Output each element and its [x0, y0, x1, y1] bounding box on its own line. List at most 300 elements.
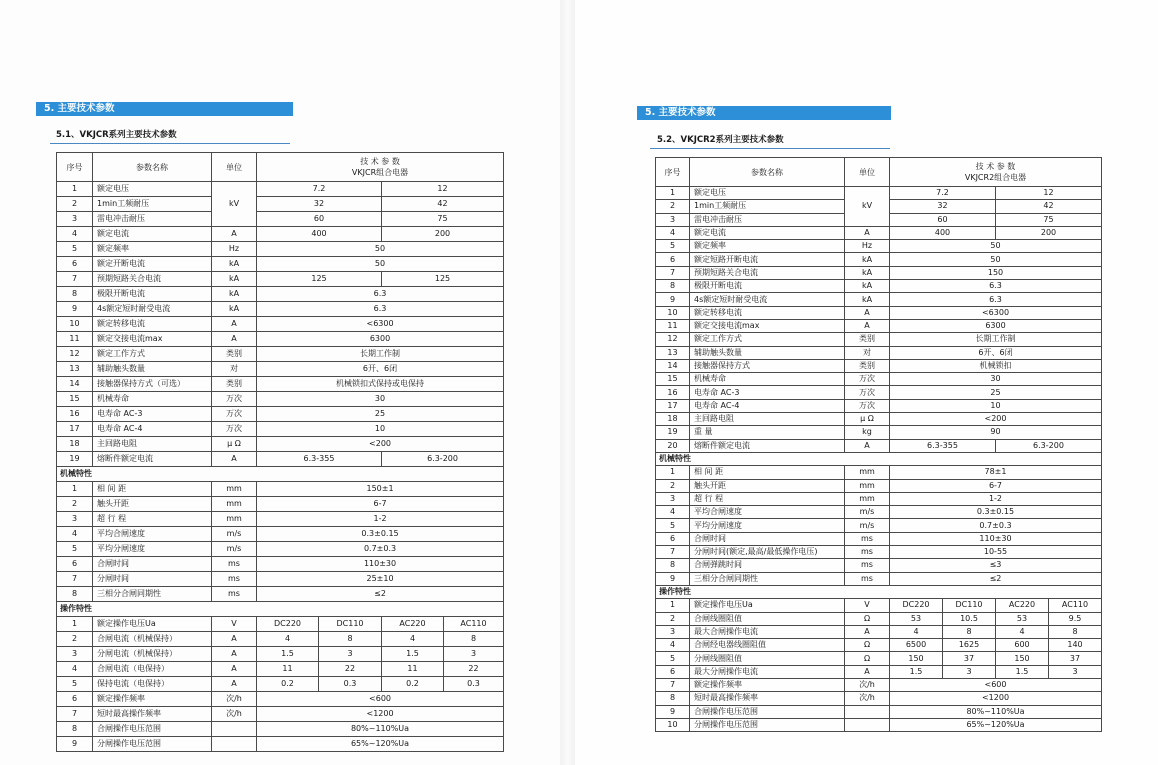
param-name: 额定工作方式: [93, 347, 212, 362]
param-value: 6.3: [257, 302, 504, 317]
param-name: 接触器保持方式（可选）: [93, 377, 212, 392]
row-no: 10: [57, 317, 93, 332]
param-unit: ms: [212, 587, 257, 602]
row-no: 6: [656, 532, 690, 545]
table-row: [57, 512, 504, 527]
param-value: 50: [890, 240, 1102, 253]
row-no: 8: [57, 287, 93, 302]
param-value: 长期工作制: [890, 333, 1102, 346]
row-no: 9: [57, 737, 93, 752]
row-no: 6: [57, 257, 93, 272]
row-no: 10: [656, 718, 690, 731]
param-unit: mm: [845, 479, 890, 492]
param-value: 6500: [890, 639, 943, 652]
param-unit: 类别: [845, 333, 890, 346]
param-name: 平均分闸速度: [93, 542, 212, 557]
param-value: AC220: [996, 599, 1049, 612]
table-row: [57, 707, 504, 722]
param-value: DC220: [257, 617, 319, 632]
param-name: 合闸弹跳时间: [690, 559, 845, 572]
param-value: 50: [257, 242, 504, 257]
param-value: 4: [890, 625, 943, 638]
table-row: [57, 542, 504, 557]
param-name: 额定开断电流: [93, 257, 212, 272]
param-name: 额定电压: [690, 187, 845, 200]
row-no: 18: [656, 413, 690, 426]
table-row: [57, 362, 504, 377]
row-no: 8: [57, 722, 93, 737]
param-name: 电寿命 AC-4: [93, 422, 212, 437]
table-row: [656, 426, 1102, 439]
param-value: 8: [943, 625, 996, 638]
param-unit: mm: [845, 492, 890, 505]
group-row: [656, 585, 1102, 598]
row-no: 1: [656, 187, 690, 200]
param-value: 0.7±0.3: [257, 542, 504, 557]
spec-table-vkjcr2: [655, 157, 1102, 732]
param-unit: μ Ω: [212, 437, 257, 452]
param-unit: ms: [212, 557, 257, 572]
section-title-bar: 5. 主要技术参数: [637, 106, 891, 120]
param-value: 32: [257, 197, 382, 212]
table-row: [656, 439, 1102, 452]
param-unit: Ω: [845, 652, 890, 665]
table-row: [656, 519, 1102, 532]
param-value: 0.7±0.3: [890, 519, 1102, 532]
param-value: 8: [1049, 625, 1102, 638]
table-row: [57, 572, 504, 587]
table-row: [656, 639, 1102, 652]
row-no: 3: [57, 647, 93, 662]
row-no: 1: [656, 466, 690, 479]
table-row: [656, 692, 1102, 705]
table-row: [57, 482, 504, 497]
param-unit: kA: [212, 287, 257, 302]
param-name: 雷电冲击耐压: [690, 213, 845, 226]
table-row: [656, 652, 1102, 665]
param-name: 额定频率: [93, 242, 212, 257]
param-unit: A: [845, 665, 890, 678]
header-no: 序号: [57, 153, 93, 182]
row-no: 14: [656, 359, 690, 372]
table-row: [57, 287, 504, 302]
param-value: 3: [444, 647, 504, 662]
param-name: 保持电流（电保持）: [93, 677, 212, 692]
param-unit: 万次: [212, 392, 257, 407]
param-name: 相 间 距: [690, 466, 845, 479]
param-value: 6开、6闭: [890, 346, 1102, 359]
param-value: 50: [257, 257, 504, 272]
param-name: 额定电流: [93, 227, 212, 242]
param-name: 额定转移电流: [690, 306, 845, 319]
table-row: [656, 306, 1102, 319]
param-value: 长期工作制: [257, 347, 504, 362]
table-row: [656, 532, 1102, 545]
table-row: [656, 226, 1102, 239]
table-row: [57, 257, 504, 272]
param-value: 53: [890, 612, 943, 625]
param-value: DC110: [943, 599, 996, 612]
param-name: 熔断件额定电流: [93, 452, 212, 467]
param-value: 4: [257, 632, 319, 647]
row-no: 4: [57, 527, 93, 542]
param-value: <200: [890, 413, 1102, 426]
param-value: 1.5: [382, 647, 444, 662]
param-value: 30: [890, 373, 1102, 386]
param-unit: kg: [845, 426, 890, 439]
param-value: 78±1: [890, 466, 1102, 479]
param-value: 6300: [890, 319, 1102, 332]
param-name: 平均分闸速度: [690, 519, 845, 532]
table-row: [57, 647, 504, 662]
param-name: 合闸操作电压范围: [690, 705, 845, 718]
param-value: 6开、6闭: [257, 362, 504, 377]
param-unit: A: [212, 632, 257, 647]
row-no: 9: [656, 293, 690, 306]
row-no: 17: [656, 399, 690, 412]
param-unit: A: [212, 332, 257, 347]
table-row: [57, 182, 504, 197]
param-value: 80%~110%Ua: [890, 705, 1102, 718]
param-name: 机械寿命: [690, 373, 845, 386]
row-no: 4: [57, 227, 93, 242]
row-no: 4: [57, 662, 93, 677]
param-name: 额定交接电流max: [690, 319, 845, 332]
param-unit: A: [212, 662, 257, 677]
param-value: 6.3: [257, 287, 504, 302]
param-name: 平均合闸速度: [690, 506, 845, 519]
row-no: 5: [57, 542, 93, 557]
param-name: 合闸线圈阻值: [690, 612, 845, 625]
param-unit: A: [212, 317, 257, 332]
row-no: 8: [57, 587, 93, 602]
param-value: 150: [890, 652, 943, 665]
param-unit: Hz: [845, 240, 890, 253]
param-unit: ms: [845, 546, 890, 559]
table-row: [656, 492, 1102, 505]
param-name: 1min工频耐压: [93, 197, 212, 212]
param-value: 1-2: [890, 492, 1102, 505]
param-unit: 类别: [845, 359, 890, 372]
param-unit: kV: [845, 187, 890, 227]
param-name: 雷电冲击耐压: [93, 212, 212, 227]
param-name: 额定短路开断电流: [690, 253, 845, 266]
row-no: 6: [656, 253, 690, 266]
param-unit: m/s: [845, 506, 890, 519]
row-no: 1: [656, 599, 690, 612]
table-row: [57, 452, 504, 467]
group-title: 机械特性: [656, 452, 1102, 465]
param-value: 6-7: [257, 497, 504, 512]
param-value: 140: [1049, 639, 1102, 652]
group-row: [57, 602, 504, 617]
row-no: 3: [57, 512, 93, 527]
param-name: 1min工频耐压: [690, 200, 845, 213]
param-value: 10.5: [943, 612, 996, 625]
row-no: 6: [57, 557, 93, 572]
param-unit: 类别: [212, 377, 257, 392]
param-name: 平均合闸速度: [93, 527, 212, 542]
param-unit: kA: [845, 253, 890, 266]
param-value: 42: [382, 197, 504, 212]
param-unit: [212, 722, 257, 737]
param-name: 合闸经电器线圈阻值: [690, 639, 845, 652]
param-name: 极限开断电流: [93, 287, 212, 302]
row-no: 8: [656, 280, 690, 293]
table-row: [57, 662, 504, 677]
row-no: 5: [656, 240, 690, 253]
header-param: 参数名称: [93, 153, 212, 182]
row-no: 3: [57, 212, 93, 227]
param-unit: m/s: [845, 519, 890, 532]
param-value: 25: [257, 407, 504, 422]
param-name: 额定交接电流max: [93, 332, 212, 347]
table-row: [656, 599, 1102, 612]
row-no: 7: [656, 678, 690, 691]
param-name: 短时最高操作频率: [690, 692, 845, 705]
subsection-rule: [650, 148, 890, 149]
param-value: 125: [257, 272, 382, 287]
param-name: 电寿命 AC-3: [690, 386, 845, 399]
param-name: 分闸电流（机械保持）: [93, 647, 212, 662]
param-unit: A: [212, 647, 257, 662]
param-name: 辅助触头数量: [93, 362, 212, 377]
param-value: 37: [1049, 652, 1102, 665]
table-row: [57, 392, 504, 407]
param-unit: kA: [212, 257, 257, 272]
row-no: 3: [656, 625, 690, 638]
row-no: 2: [656, 200, 690, 213]
param-value: 4: [996, 625, 1049, 638]
table-row: [57, 242, 504, 257]
param-value: 60: [890, 213, 996, 226]
param-value: 25: [890, 386, 1102, 399]
row-no: 15: [656, 373, 690, 386]
row-no: 7: [57, 572, 93, 587]
param-name: 合闸电流（电保持）: [93, 662, 212, 677]
table-row: [656, 665, 1102, 678]
row-no: 1: [57, 482, 93, 497]
table-row: [656, 506, 1102, 519]
row-no: 3: [656, 492, 690, 505]
row-no: 12: [656, 333, 690, 346]
param-value: 机械锁扣式保持或电保持: [257, 377, 504, 392]
param-unit: mm: [845, 466, 890, 479]
param-name: 4s额定短时耐受电流: [93, 302, 212, 317]
table-row: [656, 240, 1102, 253]
param-unit: kA: [845, 266, 890, 279]
param-unit: m/s: [212, 527, 257, 542]
table-row: [656, 718, 1102, 731]
param-value: 65%~120%Ua: [890, 718, 1102, 731]
row-no: 4: [656, 226, 690, 239]
param-name: 合闸时间: [690, 532, 845, 545]
table-row: [57, 332, 504, 347]
table-row: [57, 437, 504, 452]
param-value: DC110: [319, 617, 382, 632]
param-name: 三相分合闸同期性: [690, 572, 845, 585]
table-row: [57, 347, 504, 362]
param-value: AC110: [444, 617, 504, 632]
row-no: 14: [57, 377, 93, 392]
param-value: 9.5: [1049, 612, 1102, 625]
table-row: [57, 212, 504, 227]
row-no: 3: [656, 213, 690, 226]
param-value: 10-55: [890, 546, 1102, 559]
row-no: 7: [57, 707, 93, 722]
param-value: 10: [257, 422, 504, 437]
param-value: <6300: [257, 317, 504, 332]
group-title: 操作特性: [57, 602, 504, 617]
param-value: 75: [996, 213, 1102, 226]
param-value: 30: [257, 392, 504, 407]
subsection-rule: [50, 143, 290, 144]
param-unit: V: [212, 617, 257, 632]
param-unit: Ω: [845, 612, 890, 625]
table-row: [656, 625, 1102, 638]
param-value: <600: [257, 692, 504, 707]
row-no: 19: [57, 452, 93, 467]
table-row: [656, 253, 1102, 266]
param-name: 合闸电流（机械保持）: [93, 632, 212, 647]
table-row: [656, 572, 1102, 585]
param-unit: mm: [212, 512, 257, 527]
param-unit: 对: [212, 362, 257, 377]
param-value: 6.3: [890, 293, 1102, 306]
param-name: 额定操作频率: [690, 678, 845, 691]
row-no: 20: [656, 439, 690, 452]
row-no: 7: [656, 546, 690, 559]
table-row: [656, 399, 1102, 412]
param-name: 短时最高操作频率: [93, 707, 212, 722]
table-header-row: [656, 158, 1102, 187]
header-spec-title: 技 术 参 数: [975, 162, 1016, 171]
row-no: 18: [57, 437, 93, 452]
subsection-title: 5.1、VKJCR系列主要技术参数: [56, 130, 177, 140]
row-no: 1: [57, 182, 93, 197]
param-unit: 万次: [845, 386, 890, 399]
page-gutter: [560, 0, 575, 765]
row-no: 11: [57, 332, 93, 347]
param-value: 32: [890, 200, 996, 213]
param-name: 极限开断电流: [690, 280, 845, 293]
param-value: ≤2: [257, 587, 504, 602]
param-value: 110±30: [890, 532, 1102, 545]
param-unit: Hz: [212, 242, 257, 257]
param-name: 最大分闸操作电流: [690, 665, 845, 678]
row-no: 9: [656, 705, 690, 718]
param-unit: kA: [212, 302, 257, 317]
param-value: 8: [319, 632, 382, 647]
table-row: [656, 559, 1102, 572]
param-value: 0.2: [257, 677, 319, 692]
param-value: 6300: [257, 332, 504, 347]
param-value: AC110: [1049, 599, 1102, 612]
header-spec: [257, 153, 504, 182]
table-row: [656, 479, 1102, 492]
param-value: <1200: [890, 692, 1102, 705]
param-unit: [845, 718, 890, 731]
param-value: 3: [319, 647, 382, 662]
param-unit: A: [212, 227, 257, 242]
param-name: 重 量: [690, 426, 845, 439]
param-value: 0.3±0.15: [890, 506, 1102, 519]
param-value: 600: [996, 639, 1049, 652]
table-row: [57, 722, 504, 737]
row-no: 7: [57, 272, 93, 287]
param-value: 6.3-355: [257, 452, 382, 467]
param-value: 1.5: [890, 665, 943, 678]
param-name: 接触器保持方式: [690, 359, 845, 372]
param-unit: A: [845, 306, 890, 319]
param-unit: Ω: [845, 639, 890, 652]
param-name: 额定操作电压Ua: [690, 599, 845, 612]
param-value: <200: [257, 437, 504, 452]
param-unit: 万次: [845, 399, 890, 412]
row-no: 5: [57, 677, 93, 692]
param-name: 4s额定短时耐受电流: [690, 293, 845, 306]
param-value: 60: [257, 212, 382, 227]
param-unit: ms: [212, 572, 257, 587]
header-no: 序号: [656, 158, 690, 187]
param-unit: kA: [845, 280, 890, 293]
param-value: 50: [890, 253, 1102, 266]
table-row: [656, 346, 1102, 359]
table-row: [656, 705, 1102, 718]
row-no: 2: [656, 479, 690, 492]
param-name: 额定电压: [93, 182, 212, 197]
param-value: 22: [319, 662, 382, 677]
param-value: 1-2: [257, 512, 504, 527]
param-name: 额定频率: [690, 240, 845, 253]
table-row: [57, 227, 504, 242]
row-no: 15: [57, 392, 93, 407]
param-value: 6-7: [890, 479, 1102, 492]
param-value: 110±30: [257, 557, 504, 572]
table-row: [656, 187, 1102, 200]
param-value: 150: [890, 266, 1102, 279]
param-unit: 次/h: [845, 678, 890, 691]
row-no: 2: [57, 497, 93, 512]
row-no: 9: [57, 302, 93, 317]
table-row: [656, 333, 1102, 346]
table-row: [57, 677, 504, 692]
param-value: 0.3: [319, 677, 382, 692]
table-row: [57, 197, 504, 212]
param-unit: A: [845, 625, 890, 638]
param-unit: 次/h: [845, 692, 890, 705]
param-value: 125: [382, 272, 504, 287]
param-unit: kV: [212, 182, 257, 227]
param-value: 11: [382, 662, 444, 677]
param-name: 额定操作电压Ua: [93, 617, 212, 632]
row-no: 5: [656, 652, 690, 665]
row-no: 1: [57, 617, 93, 632]
param-value: 400: [890, 226, 996, 239]
param-unit: A: [845, 439, 890, 452]
param-name: 超 行 程: [93, 512, 212, 527]
table-row: [656, 359, 1102, 372]
param-value: 7.2: [890, 187, 996, 200]
group-row: [57, 467, 504, 482]
param-value: 12: [996, 187, 1102, 200]
param-name: 合闸时间: [93, 557, 212, 572]
param-unit: A: [845, 226, 890, 239]
row-no: 19: [656, 426, 690, 439]
param-unit: 万次: [845, 373, 890, 386]
param-value: DC220: [890, 599, 943, 612]
param-name: 超 行 程: [690, 492, 845, 505]
